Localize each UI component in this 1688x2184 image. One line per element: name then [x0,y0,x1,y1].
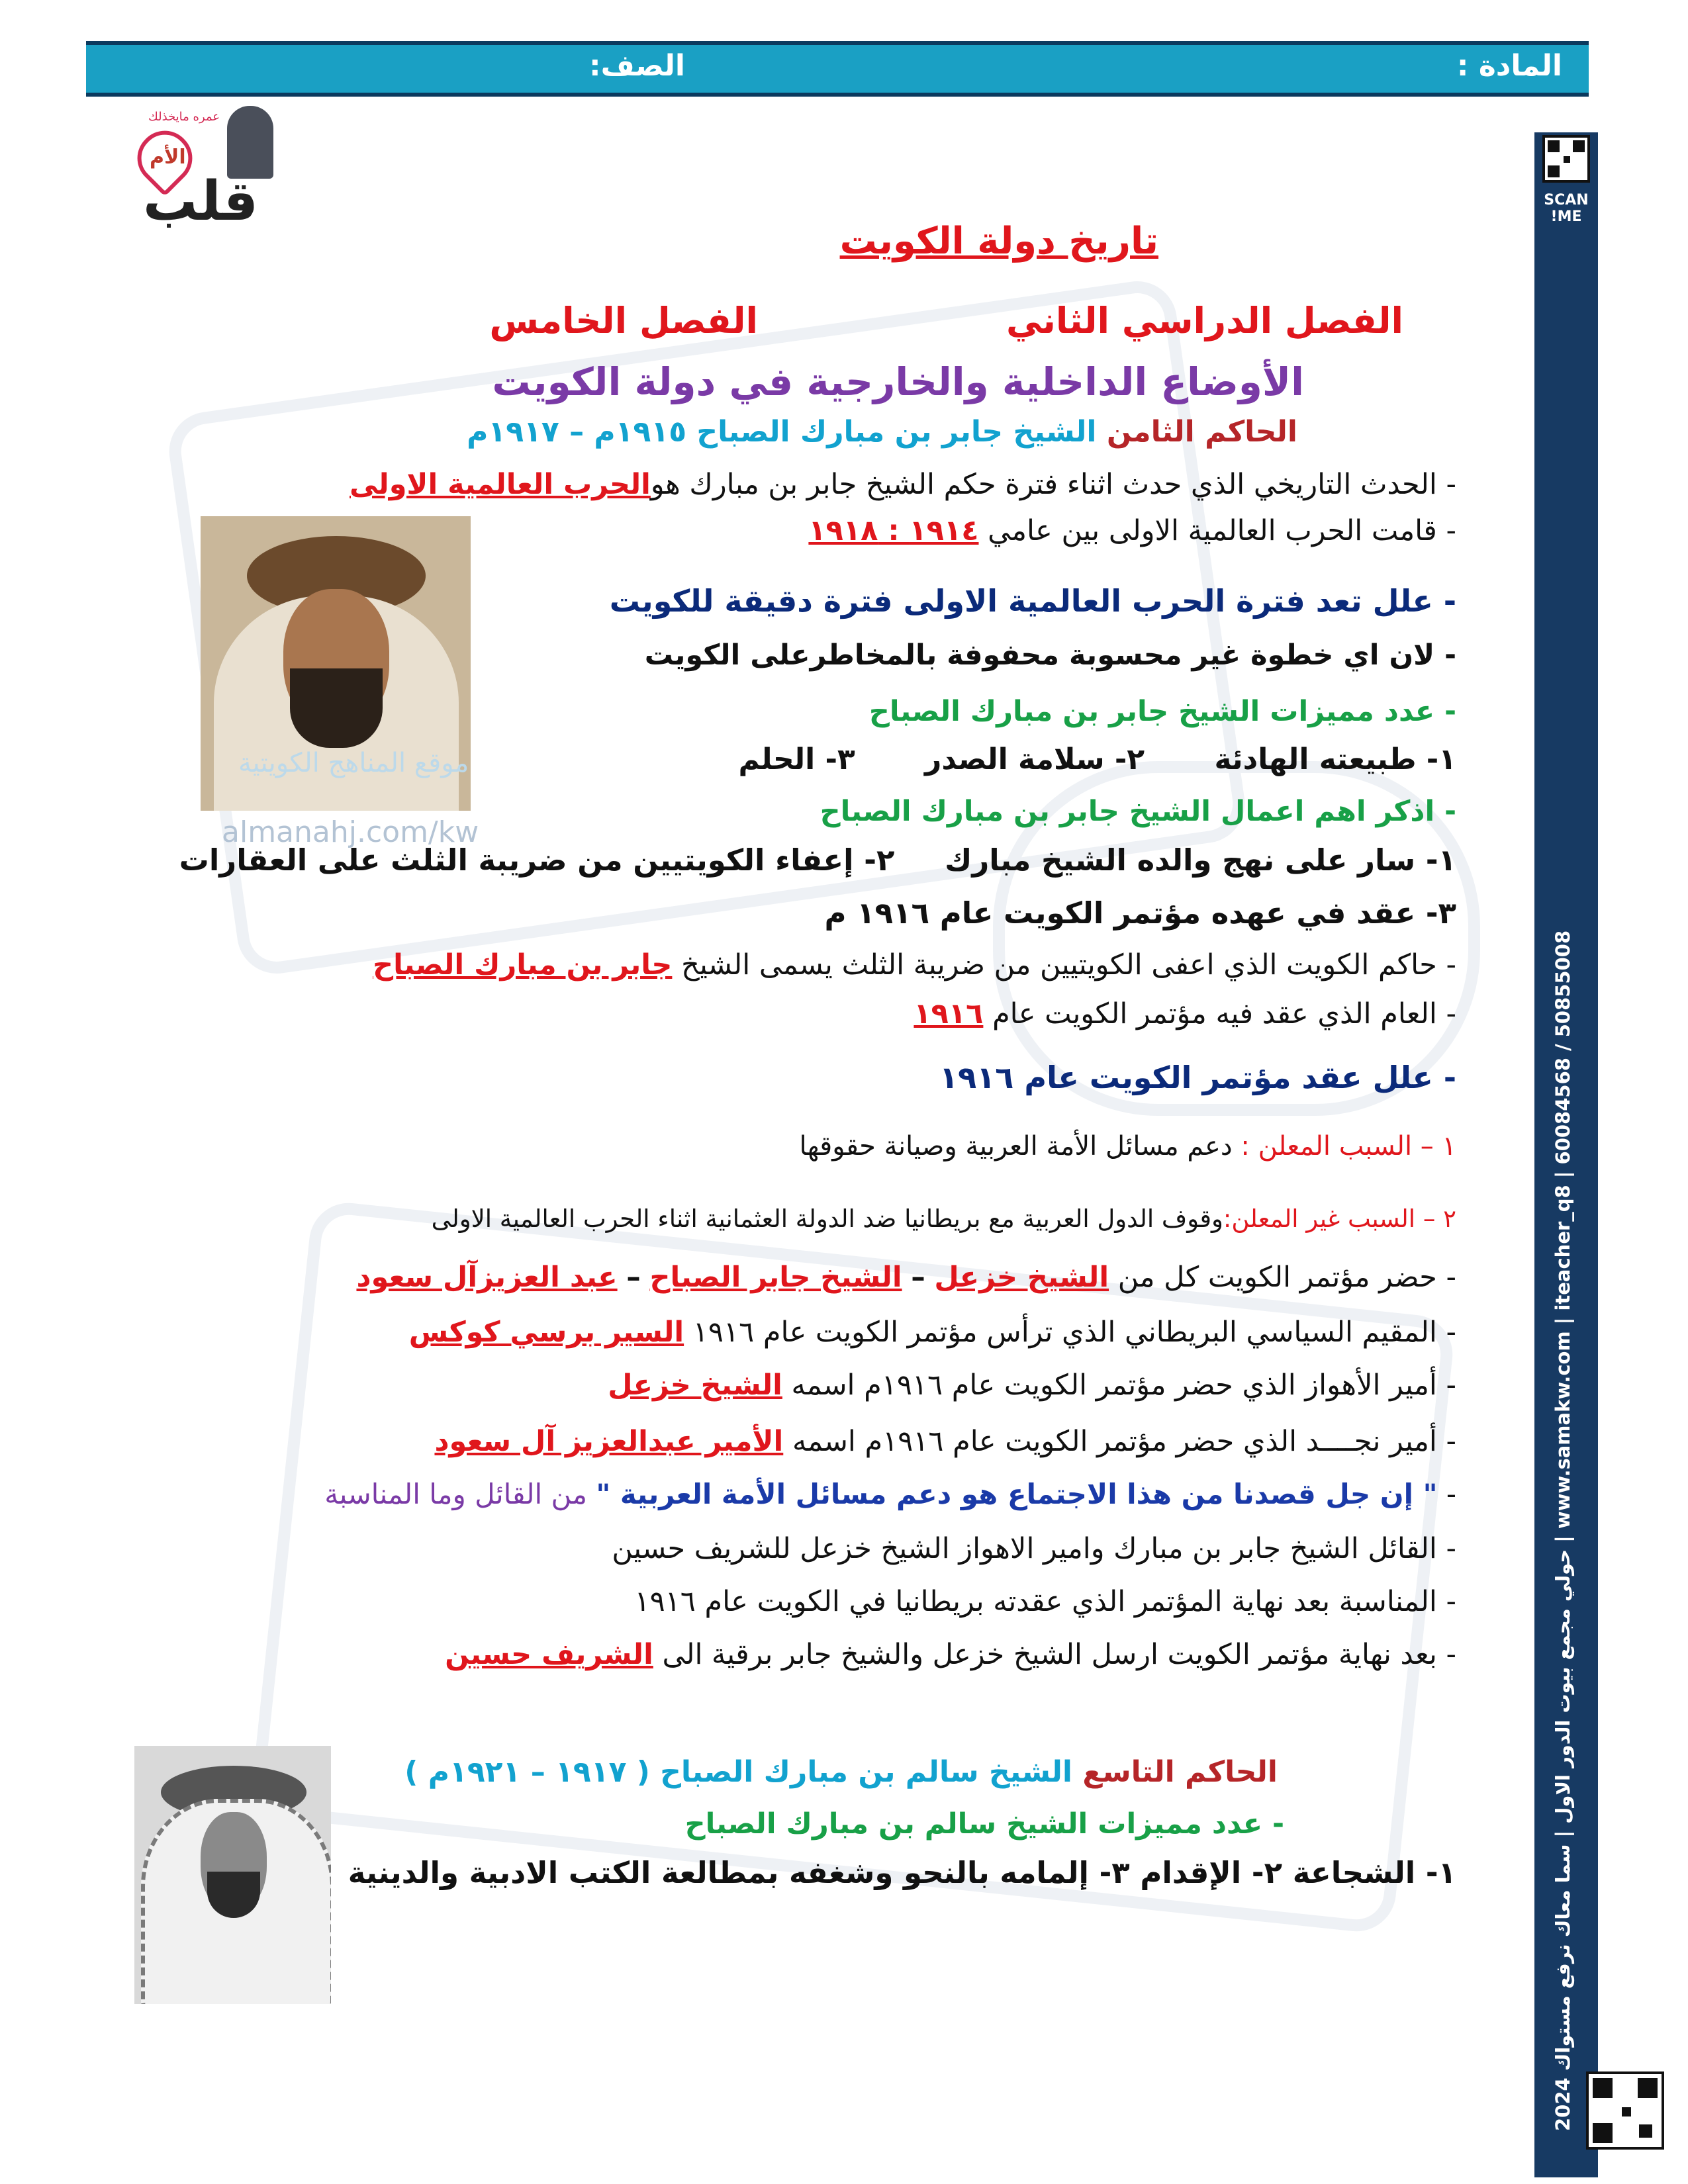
line-9: ٣- عقد في عهده مؤتمر الكويت عام ١٩١٦ م [824,895,1456,931]
line-11: - العام الذي عقد فيه مؤتمر الكويت عام ١٩١٦ [914,997,1456,1030]
semester-heading: الفصل الدراسي الثاني [1006,300,1403,341]
line-5: - عدد مميزات الشيخ جابر بن مبارك الصباح [868,695,1456,728]
line-22: - بعد نهاية مؤتمر الكويت ارسل الشيخ خزعل والشيخ جابر برقية الى الشريف حسين [445,1638,1456,1671]
logo-tagline: عمره مايخذلك [148,110,220,124]
line-18: - أمير نجــــد الذي حضر مؤتمر الكويت عام ١٩١٦م اسمه الأمير عبدالعزيز آل سعود [434,1425,1456,1458]
logo-main-text: قلب [143,170,258,233]
scan-me-label: SCAN ME! [1544,192,1589,225]
line-21: - المناسبة بعد نهاية المؤتمر الذي عقدته بريطانيا في الكويت عام ١٩١٦ [634,1585,1456,1618]
page-title: تاريخ دولة الكويت [839,220,1158,263]
line-6: ١- طبيعته الهادئة ٢- سلامة الصدر ٣- الحلم [738,743,1456,776]
line-4: - لان اي خطوة غير محسوبة محفوفة بالمخاطرعلى الكويت [644,639,1456,672]
line-12: - علل عقد مؤتمر الكويت عام ١٩١٦ [939,1060,1456,1095]
line-m2: ١- الشجاعة ٢- الإقدام ٣- إلمامه بالنحو وشغفه بمطالعة الكتب الادبية والدينية [348,1855,1456,1890]
line-16: - المقيم السياسي البريطاني الذي ترأس مؤتمر الكويت عام ١٩١٦ السير برسي كوكس [408,1316,1456,1349]
line-m1: - عدد مميزات الشيخ سالم بن مبارك الصباح [684,1807,1284,1841]
subject-label: المادة : [1456,49,1562,83]
line-14: ٢ – السبب غير المعلن:وقوف الدول العربية مع بريطانيا ضد الدولة العثمانية اثناء الحرب العالمية الاولى [431,1205,1456,1233]
ruler8-heading: الحاكم الثامن الشيخ جابر بن مبارك الصباح ١٩١٥م – ١٩١٧م [467,415,1297,449]
qr-code-icon [1586,2071,1664,2150]
logo-sub-text: الأم [150,146,186,169]
line-20: - القائل الشيخ جابر بن مبارك وامير الاهواز الشيخ خزعل للشريف حسين [612,1532,1456,1565]
chapter-heading: الفصل الخامس [489,300,758,341]
watermark-name: موقع المناهج الكويتية [238,748,469,778]
class-label: الصف: [589,49,685,83]
watermark-site: almanahj.com/kw [222,815,479,849]
line-17: - أمير الأهواز الذي حضر مؤتمر الكويت عام ١٩١٦م اسمه الشيخ خزعل [608,1369,1456,1402]
ruler9-heading: الحاكم التاسع الشيخ سالم بن مبارك الصباح ( ١٩١٧ – ١٩٢١م ) [404,1755,1278,1789]
side-strip-text: www.samakw.com | iteacher_q8 | 60084568 / 50855008 | حولي مجمع بيوت الدور الاول | سما معاك نرفع مستواك 2024 [1552,930,1574,2131]
line-3: - علل تعد فترة الحرب العالمية الاولى فترة دقيقة للكويت [609,583,1456,619]
line-2: - قامت الحرب العالمية الاولى بين عامي ١٩١٤ : ١٩١٨ [808,514,1456,547]
side-strip [1534,132,1598,2177]
line-7: - اذكر اهم اعمال الشيخ جابر بن مبارك الصباح [820,795,1456,828]
line-15: - حضر مؤتمر الكويت كل من الشيخ خزعل – الشيخ جابر الصباح – عبد العزيزآل سعود [356,1261,1456,1294]
line-13: ١ – السبب المعلن : دعم مسائل الأمة العربية وصيانة حقوقها [799,1131,1456,1161]
line-8: ١- سار على نهج والده الشيخ مبارك ٢- إعفاء الكويتيين من ضريبة الثلث على العقارات [179,842,1456,878]
page-subtitle: الأوضاع الداخلية والخارجية في دولة الكويت [492,359,1304,404]
line-19: - " إن جل قصدنا من هذا الاجتماع هو دعم مسائل الأمة العربية " من القائل وما المناسبة [324,1478,1456,1510]
line-10: - حاكم الكويت الذي اعفى الكويتيين من ضريبة الثلث يسمى الشيخ جابر بن مبارك الصباح [373,948,1456,981]
line-1: - الحدث التاريخي الذي حدث اثناء فترة حكم الشيخ جابر بن مبارك هوالحرب العالمية الاولى [350,468,1456,501]
qr-code-icon [1542,135,1590,183]
